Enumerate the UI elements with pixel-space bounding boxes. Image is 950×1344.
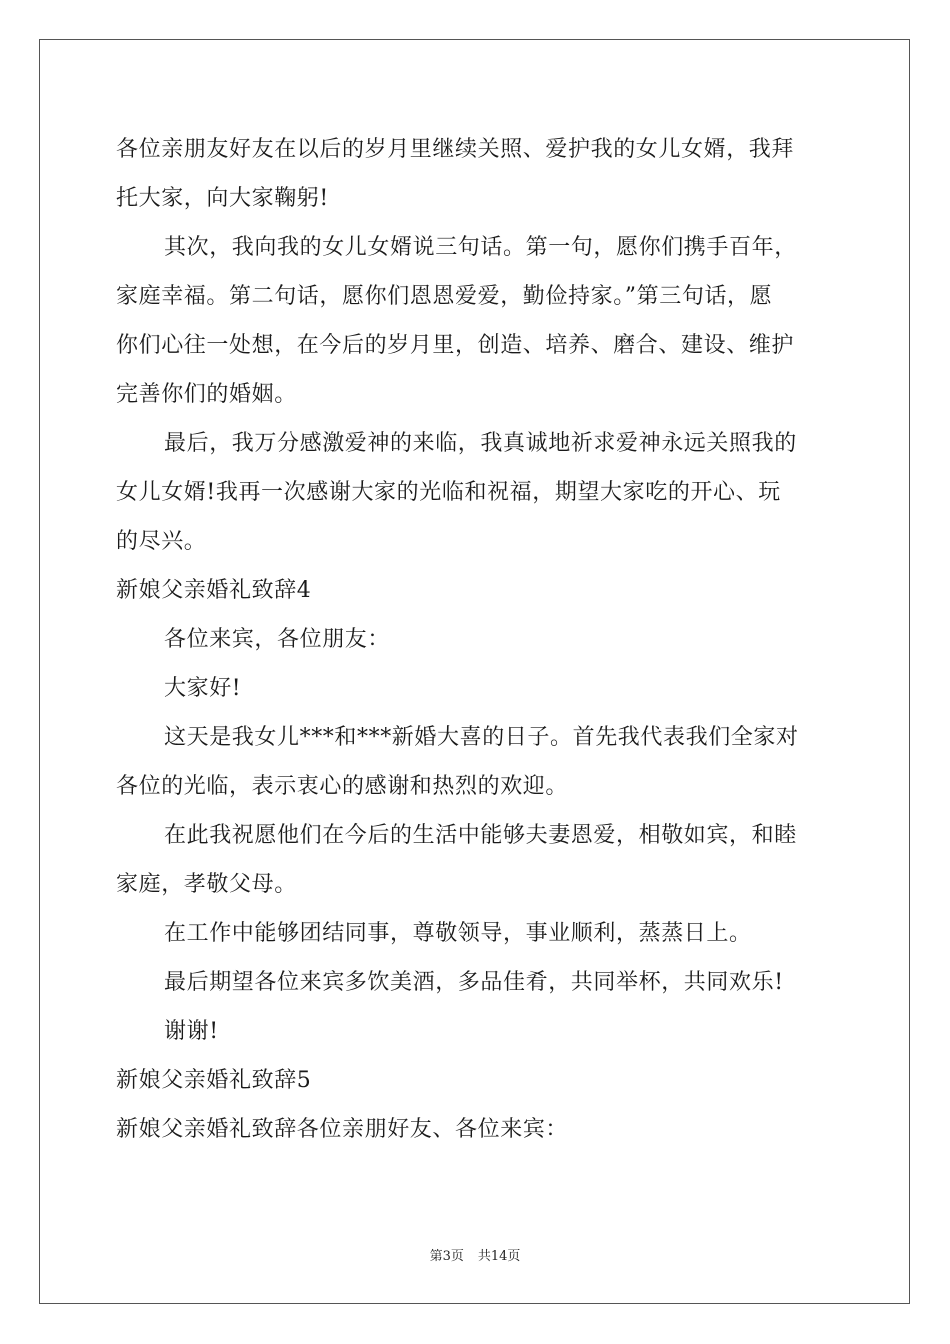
paragraph-line: 完善你们的婚姻。 — [116, 382, 297, 407]
paragraph-line: 各位的光临，表示衷心的感谢和热烈的欢迎。 — [116, 774, 569, 799]
paragraph-line: 你们心往一处想，在今后的岁月里，创造、培养、磨合、建设、维护 — [116, 333, 795, 358]
paragraph-line: 新娘父亲婚礼致辞各位亲朋好友、各位来宾： — [116, 1117, 569, 1142]
section-heading: 新娘父亲婚礼致辞4 — [116, 578, 312, 603]
paragraph-line: 最后，我万分感激爱神的来临，我真诚地祈求爱神永远关照我的 — [164, 431, 797, 456]
paragraph-line: 的尽兴。 — [116, 529, 207, 554]
paragraph-line: 大家好! — [164, 676, 242, 701]
paragraph-line: 在工作中能够团结同事，尊敬领导，事业顺利，蒸蒸日上。 — [164, 921, 752, 946]
paragraph-line: 各位来宾，各位朋友： — [164, 627, 391, 652]
paragraph-line: 女儿女婿!我再一次感谢大家的光临和祝福，期望大家吃的开心、玩 — [116, 480, 781, 505]
paragraph-line: 最后期望各位来宾多饮美酒，多品佳肴，共同举杯，共同欢乐! — [164, 970, 784, 995]
paragraph-line: 家庭幸福。第二句话，愿你们恩恩爱爱，勤俭持家。”第三句话，愿 — [116, 284, 773, 309]
paragraph-line: 谢谢! — [164, 1019, 219, 1044]
page-number: 第3页 — [429, 1249, 464, 1264]
page-footer — [0, 1245, 950, 1264]
paragraph-line: 各位亲朋友好友在以后的岁月里继续关照、爱护我的女儿女婿，我拜 — [116, 137, 795, 162]
page-total: 共14页 — [477, 1249, 521, 1264]
paragraph-line: 托大家，向大家鞠躬! — [116, 186, 329, 211]
paragraph-line: 其次，我向我的女儿女婿说三句话。第一句，愿你们携手百年， — [164, 235, 797, 260]
section-heading: 新娘父亲婚礼致辞5 — [116, 1068, 312, 1093]
paragraph-line: 家庭，孝敬父母。 — [116, 872, 297, 897]
paragraph-line: 在此我祝愿他们在今后的生活中能够夫妻恩爱，相敬如宾，和睦 — [164, 823, 797, 848]
document-body — [116, 125, 836, 1154]
paragraph-line: 这天是我女儿***和***新婚大喜的日子。首先我代表我们全家对 — [164, 725, 799, 750]
